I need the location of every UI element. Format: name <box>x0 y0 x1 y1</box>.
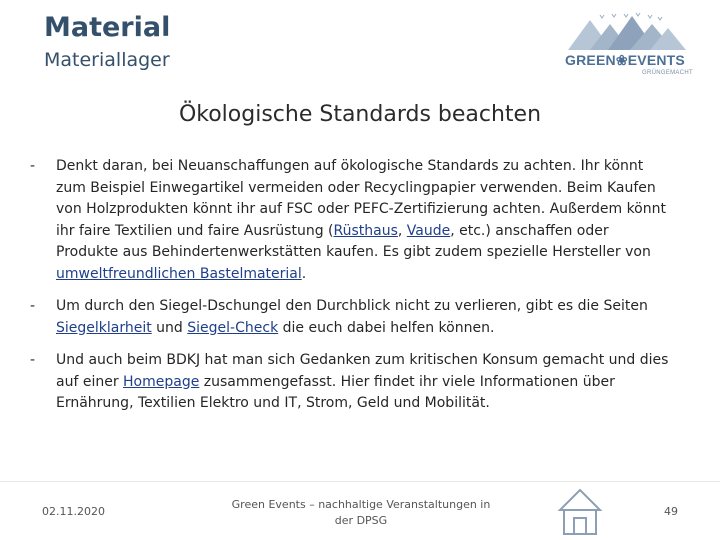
footer-date: 02.11.2020 <box>42 505 105 518</box>
logo-tagline: GRÜNGEMACHT <box>642 70 693 76</box>
bullet-dash: - <box>30 298 36 314</box>
bullet-dash: - <box>30 352 36 368</box>
bullet-text: Denkt daran, bei Neuanschaffungen auf ökologische Standards zu achten. Ihr könnt zum Beispiel Einwegartikel vermeiden oder Recyclingpapier verwenden. Beim Kaufen von Holzprodukten könnt ihr auf FSC oder PEFC-Zertifizierung achten. Außerdem könnt ihr faire Textilien und faire Ausrüstung ( <box>56 158 666 239</box>
footer-divider <box>0 481 720 482</box>
bullet-text: und <box>151 319 188 336</box>
footer-caption: Green Events – nachhaltige Veranstaltungen in der DPSG <box>231 498 491 527</box>
slide-heading: Ökologische Standards beachten <box>178 102 542 127</box>
link-vaude[interactable]: Vaude <box>406 222 451 239</box>
mountains-icon <box>560 12 690 52</box>
link-rüsthaus[interactable]: Rüsthaus <box>333 222 398 239</box>
bullet-text: . <box>301 265 307 282</box>
bullet-text: , <box>397 222 407 239</box>
home-icon[interactable] <box>556 486 604 538</box>
bullet-list <box>30 156 670 426</box>
bullet-item <box>30 350 670 415</box>
bullet-item <box>30 156 670 285</box>
bullet-text: die euch dabei helfen können. <box>278 319 495 336</box>
bullet-text: Und auch beim BDKJ hat man sich Gedanken zum kritischen Konsum gemacht und dies auf einer <box>56 352 669 390</box>
bullet-text: , etc.) anschaffen oder Produkte aus Behindertenwerkstätten kaufen. Es gibt zudem spezielle Hersteller von <box>56 222 651 260</box>
logo-brand: GREEN❀EVENTS <box>565 52 685 68</box>
page-subtitle: Materiallager <box>44 49 170 71</box>
page-title: Material <box>44 12 171 43</box>
link-siegel-check[interactable]: Siegel-Check <box>187 319 279 336</box>
link-umweltfreundlichen-bastelmaterial[interactable]: umweltfreundlichen Bastelmaterial <box>56 265 302 282</box>
link-siegelklarheit[interactable]: Siegelklarheit <box>56 319 152 336</box>
bullet-text: zusammengefasst. Hier findet ihr viele Informationen über Ernährung, Textilien Elektro und IT, Strom, Geld und Mobilität. <box>56 373 615 411</box>
bullet-text: Um durch den Siegel-Dschungel den Durchblick nicht zu verlieren, gibt es die Seiten <box>56 298 648 314</box>
green-events-logo <box>560 12 693 80</box>
page-number: 49 <box>664 505 678 518</box>
link-homepage[interactable]: Homepage <box>123 373 200 390</box>
bullet-dash: - <box>30 158 36 174</box>
bullet-item <box>30 296 670 339</box>
